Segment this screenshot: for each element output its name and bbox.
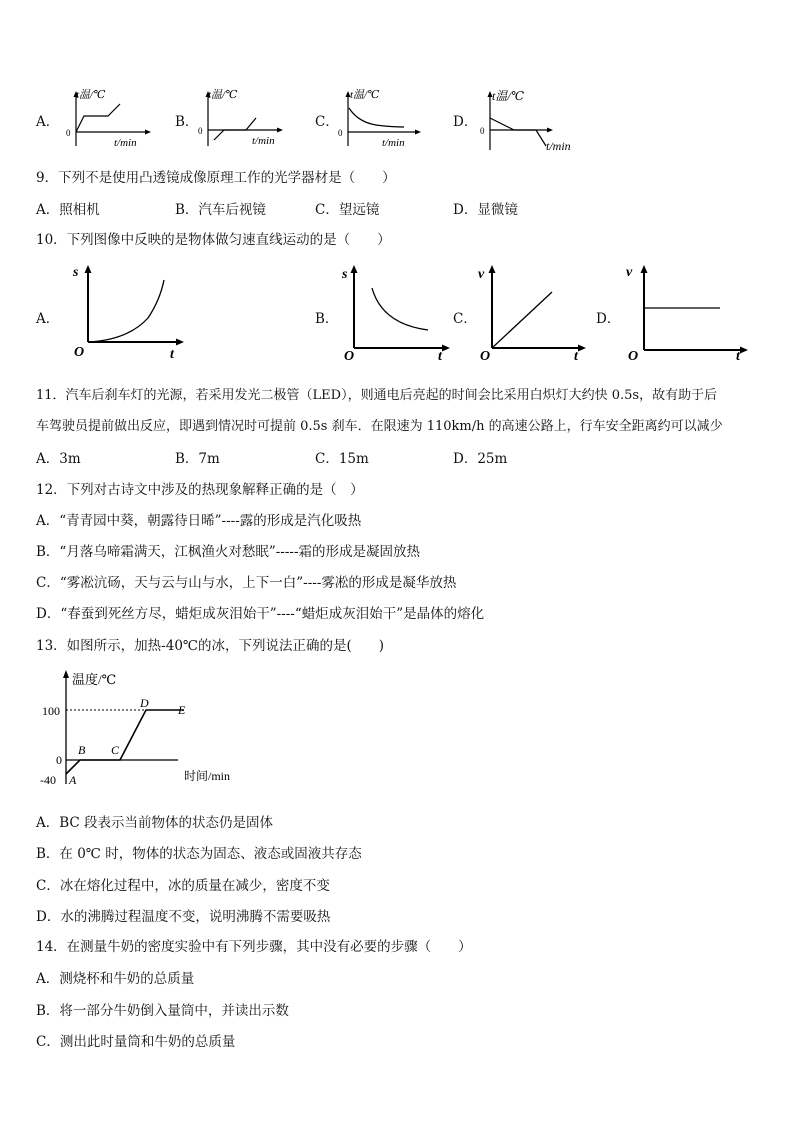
q8-a-ylabel: t温/℃ <box>76 89 106 101</box>
q10-d-origin: O <box>628 349 639 364</box>
q8-option-b-letter: B． <box>175 114 199 130</box>
q10-c-origin: O <box>480 349 491 364</box>
q8-c-ylabel: t温/℃ <box>350 89 380 101</box>
q10-b-xlabel: t <box>438 349 442 364</box>
q13-ytick-neg40: -40 <box>40 773 56 787</box>
q10-graph-b <box>340 262 455 362</box>
q11-option-c: C．15m <box>315 451 369 467</box>
q13-point-e: E <box>178 703 186 717</box>
q13-xlabel: 时间/min <box>184 769 231 783</box>
q14-option-a: A．测烧杯和牛奶的总质量 <box>36 971 195 987</box>
q12-stem: 12．下列对古诗文中涉及的热现象解释正确的是（ ） <box>36 482 364 498</box>
q13-option-a: A．BC 段表示当前物体的状态仍是固体 <box>36 815 274 831</box>
q13-temperature-graph <box>36 664 256 788</box>
q8-graph-a <box>62 88 152 150</box>
q13-point-a: A <box>69 773 77 787</box>
q14-stem: 14．在测量牛奶的密度实验中有下列步骤，其中没有必要的步骤（ ） <box>36 939 472 955</box>
q13-ytick-100: 100 <box>42 704 60 718</box>
q10-graph-c <box>476 262 591 362</box>
q8-d-ylabel: t温/℃ <box>492 89 525 103</box>
q11-option-a: A．3m <box>36 451 81 467</box>
q10-c-xlabel: t <box>574 349 578 364</box>
q8-option-a-letter: A． <box>36 114 60 130</box>
q8-c-origin: 0 <box>338 128 343 138</box>
q10-c-ylabel: v <box>478 267 485 282</box>
q9-stem: 9．下列不是使用凸透镜成像原理工作的光学器材是（ ） <box>36 170 396 186</box>
q10-d-ylabel: v <box>626 265 633 280</box>
q10-b-origin: O <box>344 349 355 364</box>
q12-option-a: A．“青青园中葵，朝露待日晞”----露的形成是汽化吸热 <box>36 513 362 529</box>
q13-option-d: D．水的沸腾过程温度不变，说明沸腾不需要吸热 <box>36 909 331 925</box>
q12-option-b: B．“月落乌啼霜满天，江枫渔火对愁眠”-----霜的形成是凝固放热 <box>36 544 421 560</box>
q13-point-d: D <box>140 696 149 710</box>
q9-option-c: C．望远镜 <box>315 202 380 218</box>
q9-option-b: B．汽车后视镜 <box>175 202 266 218</box>
q8-b-xlabel: t/min <box>252 135 275 147</box>
q10-option-c-letter: C． <box>453 311 477 327</box>
q8-a-xlabel: t/min <box>114 137 137 149</box>
q12-option-d: D．“春蚕到死丝方尽，蜡炬成灰泪始干”----“蜡炬成灰泪始干”是晶体的熔化 <box>36 606 485 622</box>
q10-graph-d <box>622 262 757 362</box>
q14-option-c: C．测出此时量筒和牛奶的总质量 <box>36 1034 236 1050</box>
q9-option-d: D．显微镜 <box>453 202 518 218</box>
q8-b-ylabel: t温/℃ <box>208 89 238 101</box>
q13-option-b: B．在 0℃ 时，物体的状态为固态、液态或固液共存态 <box>36 846 362 862</box>
q13-option-c: C．冰在熔化过程中，冰的质量在减少，密度不变 <box>36 878 330 894</box>
q12-option-c: C．“雾凇沆砀，天与云与山与水，上下一白”----雾凇的形成是凝华放热 <box>36 575 457 591</box>
q10-graph-a <box>70 262 190 360</box>
q10-b-ylabel: s <box>342 267 348 282</box>
q14-option-b: B．将一部分牛奶倒入量筒中，并读出示数 <box>36 1003 289 1019</box>
q11-stem-line1: 11．汽车后刹车灯的光源，若采用发光二极管（LED），则通电后亮起的时间会比采用白炽灯大约快 0.5s，故有助于后 <box>36 388 718 403</box>
q13-point-c: C <box>111 743 120 757</box>
q13-ytick-0: 0 <box>56 753 62 767</box>
q8-option-c-letter: C． <box>315 114 339 130</box>
q10-d-xlabel: t <box>736 349 740 364</box>
q13-stem: 13．如图所示，加热-40℃的冰，下列说法正确的是( ) <box>36 638 385 654</box>
q11-stem-line2: 车驾驶员提前做出反应，即遇到情况时可提前 0.5s 刹车．在限速为 110km/h 的高速公路上，行车安全距离约可以减少 <box>36 419 723 434</box>
q10-a-origin: O <box>74 345 85 360</box>
q8-d-origin: 0 <box>480 126 485 136</box>
q8-d-xlabel: t/min <box>546 139 571 153</box>
q8-option-d-letter: D． <box>453 114 478 130</box>
q8-graph-b <box>194 88 284 150</box>
q10-option-a-letter: A． <box>36 311 60 327</box>
q8-c-xlabel: t/min <box>382 137 405 149</box>
q10-option-b-letter: B． <box>315 311 339 327</box>
q10-option-d-letter: D． <box>596 311 621 327</box>
q11-option-d: D．25m <box>453 451 508 467</box>
q8-graph-c <box>336 88 426 150</box>
q8-a-origin: 0 <box>66 128 71 138</box>
q8-b-origin: 0 <box>198 126 203 136</box>
q10-a-xlabel: t <box>170 347 174 362</box>
q13-point-b: B <box>78 743 86 757</box>
q9-option-a: A．照相机 <box>36 202 100 218</box>
q8-graph-d <box>478 88 588 154</box>
q10-stem: 10．下列图像中反映的是物体做匀速直线运动的是（ ） <box>36 232 391 248</box>
q13-ylabel: 温度/℃ <box>72 672 117 687</box>
q11-option-b: B．7m <box>175 451 220 467</box>
q10-a-ylabel: s <box>73 265 79 280</box>
